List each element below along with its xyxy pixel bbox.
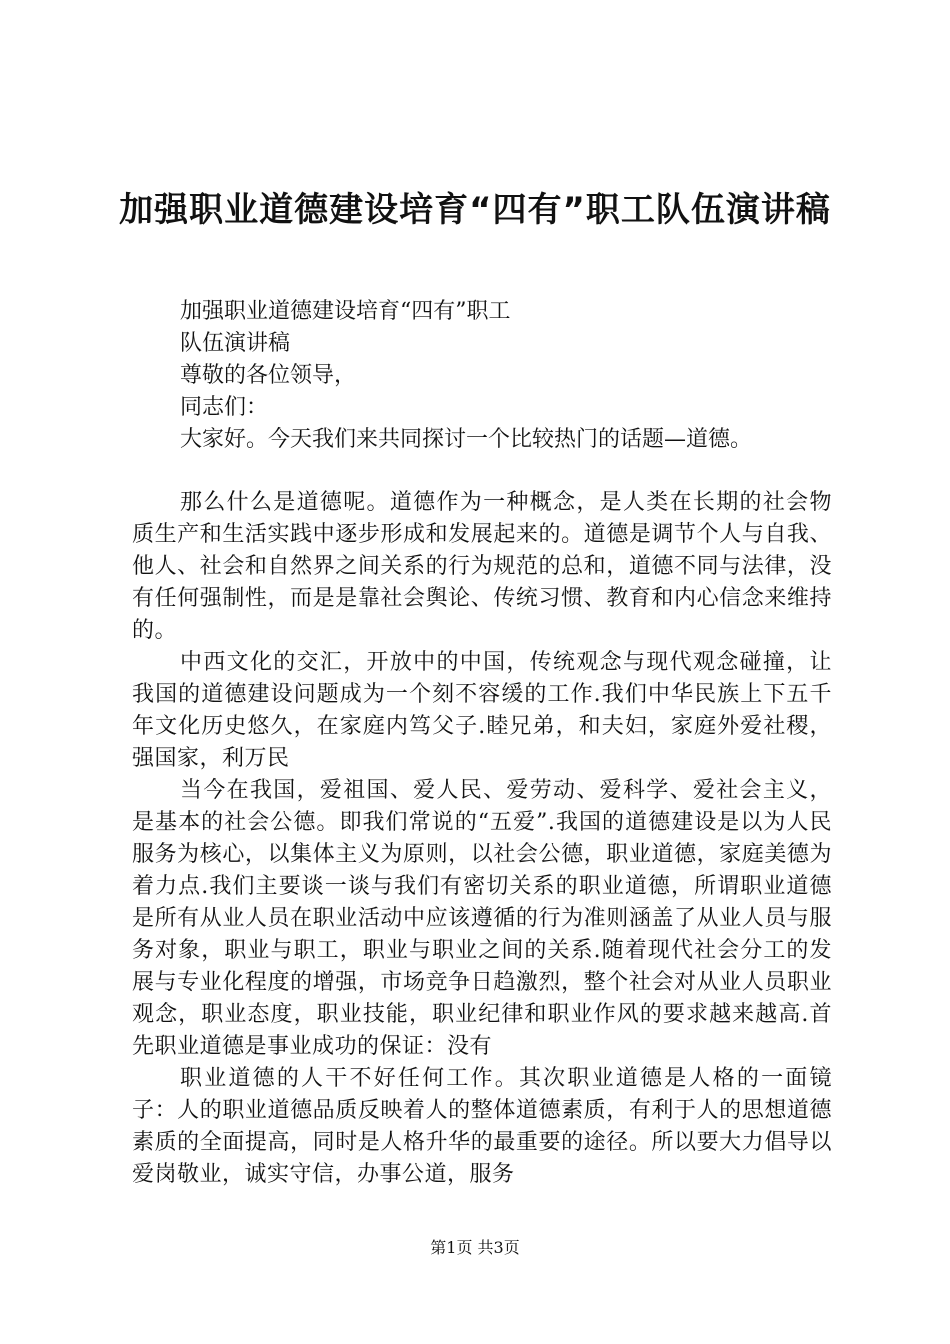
paragraph-4: 职业道德的人干不好任何工作。其次职业道德是人格的一面镜子：人的职业道德品质反映着人的整体道德素质，有利于人的思想道德素质的全面提高，同时是人格升华的最重要的途径。所以要大力倡导以爱岗敬业，诚实守信，办事公道，服务	[132, 1066, 832, 1187]
salutation-line: 尊敬的各位领导，	[180, 363, 357, 388]
document-body	[132, 296, 832, 1191]
paragraph-2: 中西文化的交汇，开放中的中国，传统观念与现代观念碰撞，让我国的道德建设问题成为一个刻不容缓的工作.我们中华民族上下五千年文化历史悠久，在家庭内笃父子.睦兄弟，和夫妇，家庭外爱社稷，强国家，利万民	[132, 650, 832, 771]
page-footer: 第1页 共3页	[430, 1238, 520, 1257]
paragraph-3: 当今在我国，爱祖国、爱人民、爱劳动、爱科学、爱社会主义，是基本的社会公德。即我们常说的“五爱”.我国的道德建设是以为人民服务为核心，以集体主义为原则，以社会公德，职业道德，家庭美德为着力点.我们主要谈一谈与我们有密切关系的职业道德，所谓职业道德是所有从业人员在职业活动中应该遵循的行为准则涵盖了从业人员与服务对象，职业与职工，职业与职业之间的关系.随着现代社会分工的发展与专业化程度的增强，市场竞争日趋激烈，整个社会对从业人员职业观念，职业态度，职业技能，职业纪律和职业作风的要求越来越高.首先职业道德是事业成功的保证：没有	[132, 778, 832, 1059]
document-title: 加强职业道德建设培育“四有”职工队伍演讲稿	[119, 190, 831, 230]
paragraph-gap	[132, 456, 832, 487]
greeting-line: 大家好。今天我们来共同探讨一个比较热门的话题—道德。	[180, 427, 753, 452]
salutation-comrades: 同志们：	[180, 395, 269, 420]
subtitle-line-1: 加强职业道德建设培育“四有”职工	[180, 299, 511, 324]
paragraph-1: 那么什么是道德呢。道德作为一种概念，是人类在长期的社会物质生产和生活实践中逐步形成和发展起来的。道德是调节个人与自我、他人、社会和自然界之间关系的行为规范的总和，道德不同与法律，没有任何强制性，而是是靠社会舆论、传统习惯、教育和内心信念来维持的。	[132, 490, 832, 643]
subtitle-line-2: 队伍演讲稿	[180, 331, 291, 356]
